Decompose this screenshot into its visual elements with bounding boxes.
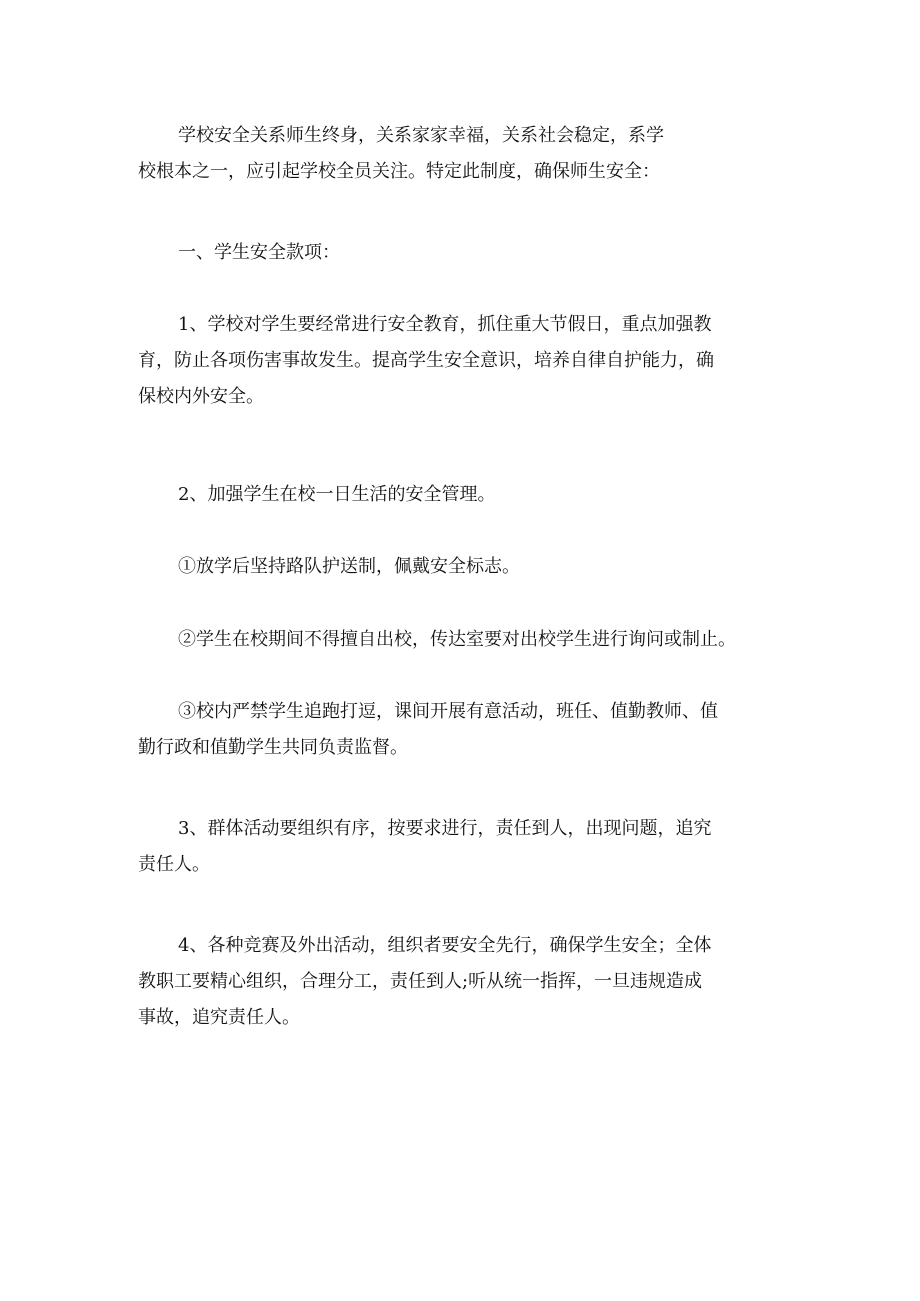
item-2-sub-2-paragraph xyxy=(138,631,736,649)
text-line: 3、群体活动要组织有序，按要求进行，责任到人，出现问题，追究 xyxy=(178,818,712,839)
item-4-paragraph xyxy=(138,937,711,1027)
text-line: 育，防止各项伤害事故发生。提高学生安全意识，培养自律自护能力，确 xyxy=(138,350,714,371)
text-line: 1、学校对学生要经常进行安全教育，抓住重大节假日，重点加强教 xyxy=(178,314,712,335)
text-line: 责任人。 xyxy=(138,854,210,875)
section-heading xyxy=(138,244,340,262)
text-line: 勤行政和值勤学生共同负责监督。 xyxy=(138,737,408,758)
text-line: ①放学后坚持路队护送制，佩戴安全标志。 xyxy=(178,556,520,577)
item-1-paragraph xyxy=(138,316,714,406)
item-2-paragraph xyxy=(138,486,495,504)
text-line: 2、加强学生在校一日生活的安全管理。 xyxy=(178,484,496,505)
intro-paragraph xyxy=(138,127,664,181)
text-line: 保校内外安全。 xyxy=(138,386,264,407)
text-line: ②学生在校期间不得擅自出校，传达室要对出校学生进行询问或制止。 xyxy=(178,629,736,650)
text-line: 学校安全关系师生终身，关系家家幸福，关系社会稳定，系学 xyxy=(178,125,664,146)
text-line: 4、各种竞赛及外出活动，组织者要安全先行，确保学生安全；全体 xyxy=(178,935,712,956)
item-2-sub-3-paragraph xyxy=(138,703,718,757)
text-line: 校根本之一，应引起学校全员关注。特定此制度，确保师生安全： xyxy=(138,161,660,182)
text-line: 一、学生安全款项： xyxy=(178,242,340,263)
item-2-sub-1-paragraph xyxy=(138,558,520,576)
text-line: ③校内严禁学生追跑打逗，课间开展有意活动，班任、值勤教师、值 xyxy=(178,701,718,722)
text-line: 事故，追究责任人。 xyxy=(138,1007,300,1028)
item-3-paragraph xyxy=(138,820,711,874)
text-line: 教职工要精心组织，合理分工，责任到人;听从统一指挥，一旦违规造成 xyxy=(138,971,703,992)
